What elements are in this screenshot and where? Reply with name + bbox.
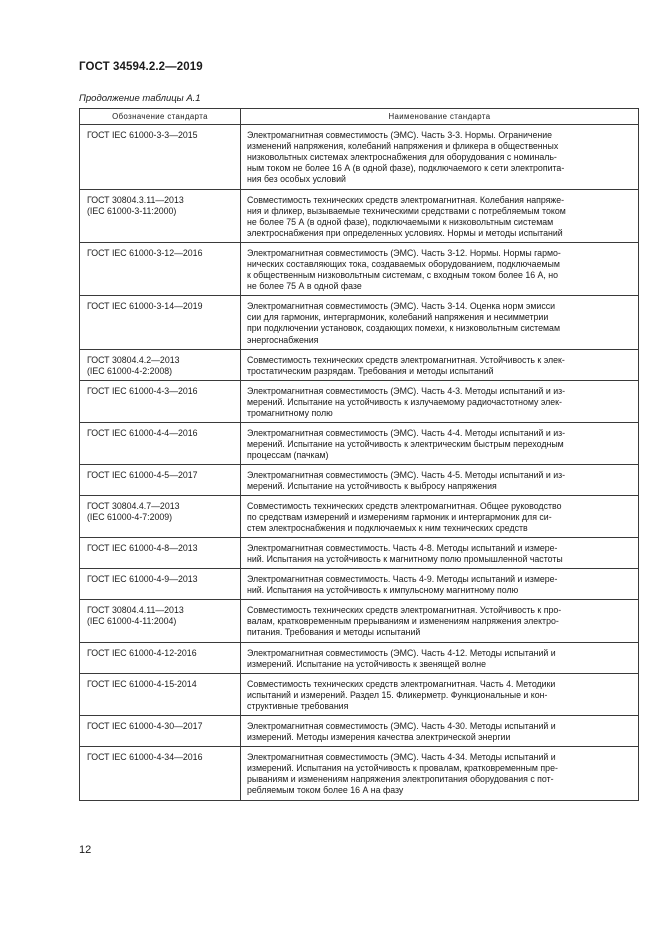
name-line: Электромагнитная совместимость (ЭМС). Часть 4-12. Методы испытаний и xyxy=(247,647,556,658)
name-line: стем электроснабжения и подключаемых к ним технических средств xyxy=(247,523,528,534)
name-line: питания. Требования и методы испытаний xyxy=(247,627,421,638)
table-row xyxy=(80,349,639,380)
name-line: низковольтных системах электроснабжения для оборудования с номиналь- xyxy=(247,152,557,163)
name-line: энергоснабжения xyxy=(247,334,319,345)
table-row xyxy=(80,600,639,642)
table-row xyxy=(80,243,639,296)
table-row xyxy=(80,496,639,538)
name-line: рываниям и изменениям напряжения электропитания оборудования с пот- xyxy=(247,773,554,784)
name-line: не более 75 А в одной фазе xyxy=(247,281,362,292)
standard-name xyxy=(241,642,639,673)
name-line: изменений напряжения, колебаний напряжения и фликера в общественных xyxy=(247,141,559,152)
column-header-designation: Обозначение стандарта xyxy=(80,109,241,125)
name-line: тростатическим разрядам. Требования и методы испытаний xyxy=(247,365,494,376)
standard-designation xyxy=(80,190,241,243)
standard-name xyxy=(241,673,639,715)
name-line: Электромагнитная совместимость (ЭМС). Часть 4-3. Методы испытаний и из- xyxy=(247,385,566,396)
name-line: мерений. Испытание на устойчивость к электрическим быстрым переходным xyxy=(247,438,564,449)
designation-line: ГОСТ IEC 61000-4-8—2013 xyxy=(87,543,198,554)
designation-line: (IEC 61000-4-7:2009) xyxy=(87,512,173,523)
standard-name xyxy=(241,190,639,243)
name-line: к общественным низковольтным системам, с входным током более 16 А, но xyxy=(247,270,559,281)
standard-name xyxy=(241,538,639,569)
document-code: ГОСТ 34594.2.2—2019 xyxy=(79,61,203,73)
standard-name xyxy=(241,125,639,190)
standard-name xyxy=(241,600,639,642)
name-line: Совместимость технических средств электромагнитная. Колебания напряже- xyxy=(247,195,565,205)
name-line: Электромагнитная совместимость. Часть 4-8. Методы испытаний и измере- xyxy=(247,543,558,554)
name-line: Электромагнитная совместимость (ЭМС). Часть 3-14. Оценка норм эмисси xyxy=(247,301,556,312)
designation-line: ГОСТ 30804.4.7—2013 xyxy=(87,501,180,512)
standard-designation xyxy=(80,296,241,349)
standard-name xyxy=(241,296,639,349)
standard-designation xyxy=(80,422,241,464)
name-line: Совместимость технических средств электромагнитная. Часть 4. Методики xyxy=(247,678,556,689)
name-line: не более 75 А (в одной фазе), подключаемыми к низковольтным системам xyxy=(247,217,554,228)
name-line: мерений. Испытание на устойчивость к излучаемому радиочастотному элек- xyxy=(247,396,562,407)
designation-line: ГОСТ 30804.4.11—2013 xyxy=(87,605,184,616)
standard-name xyxy=(241,746,639,800)
name-line: Электромагнитная совместимость (ЭМС). Часть 4-5. Методы испытаний и из- xyxy=(247,469,566,480)
name-line: сии для гармоник, интергармоник, колебаний напряжения и несимметрии xyxy=(247,312,549,323)
standard-designation xyxy=(80,538,241,569)
designation-line: ГОСТ IEC 61000-4-30—2017 xyxy=(87,720,203,731)
standard-designation xyxy=(80,496,241,538)
designation-line: ГОСТ IEC 61000-4-9—2013 xyxy=(87,574,198,585)
name-line: Совместимость технических средств электромагнитная. Общее руководство xyxy=(247,501,562,512)
standard-designation xyxy=(80,349,241,380)
name-line: Электромагнитная совместимость (ЭМС). Часть 4-30. Методы испытаний и xyxy=(247,720,556,731)
designation-line: ГОСТ IEC 61000-3-12—2016 xyxy=(87,248,203,259)
table-row xyxy=(80,125,639,190)
standard-designation xyxy=(80,673,241,715)
designation-line: ГОСТ IEC 61000-4-4—2016 xyxy=(87,427,198,438)
table-row xyxy=(80,642,639,673)
standard-name xyxy=(241,496,639,538)
name-line: ным током не более 16 А (в одной фазе), подключаемого к сети электропита- xyxy=(247,163,565,174)
name-line: при подключении установок, создающих помехи, к низковольтным системам xyxy=(247,323,560,334)
designation-line: (IEC 61000-4-11:2004) xyxy=(87,616,177,627)
name-line: Электромагнитная совместимость (ЭМС). Часть 4-4. Методы испытаний и из- xyxy=(247,427,566,438)
designation-line: (IEC 61000-4-2:2008) xyxy=(87,365,173,376)
designation-line: ГОСТ IEC 61000-3-14—2019 xyxy=(87,301,203,312)
name-line: валам, кратковременным прерываниям и изменениям напряжения электро- xyxy=(247,616,559,627)
name-line: электроснабжения при определенных условиях. Нормы и методы испытаний xyxy=(247,228,563,239)
standard-designation xyxy=(80,600,241,642)
table-row xyxy=(80,422,639,464)
table-caption: Продолжение таблицы А.1 xyxy=(79,93,201,104)
designation-line: ГОСТ IEC 61000-3-3—2015 xyxy=(87,130,198,140)
name-line: ребляемым током более 16 А на фазу xyxy=(247,784,404,795)
table-row xyxy=(80,380,639,422)
name-line: по средствам измерений и измерениям гармоник и интергармоник для си- xyxy=(247,512,552,523)
name-line: Совместимость технических средств электромагнитная. Устойчивость к про- xyxy=(247,605,562,616)
name-line: Электромагнитная совместимость (ЭМС). Часть 3-3. Нормы. Ограничение xyxy=(247,130,553,140)
table-row xyxy=(80,569,639,600)
standard-designation xyxy=(80,380,241,422)
designation-line: ГОСТ IEC 61000-4-3—2016 xyxy=(87,385,198,396)
standard-designation xyxy=(80,569,241,600)
standard-designation xyxy=(80,464,241,495)
name-line: Электромагнитная совместимость (ЭМС). Часть 4-34. Методы испытаний и xyxy=(247,751,556,762)
name-line: Электромагнитная совместимость. Часть 4-9. Методы испытаний и измере- xyxy=(247,574,558,585)
table-row xyxy=(80,715,639,746)
standard-name xyxy=(241,569,639,600)
name-line: ний. Испытания на устойчивость к импульсному магнитному полю xyxy=(247,585,519,596)
standard-name xyxy=(241,380,639,422)
table-row xyxy=(80,673,639,715)
standard-name xyxy=(241,715,639,746)
name-line: процессам (пачкам) xyxy=(247,449,329,460)
name-line: Совместимость технических средств электромагнитная. Устойчивость к элек- xyxy=(247,354,565,365)
page-number: 12 xyxy=(79,844,92,856)
table-row xyxy=(80,746,639,800)
designation-line: ГОСТ IEC 61000-4-15-2014 xyxy=(87,678,197,689)
name-line: ния и фликер, вызываемые техническими средствами с потребляемым током xyxy=(247,206,566,217)
standard-name xyxy=(241,349,639,380)
designation-line: ГОСТ IEC 61000-4-34—2016 xyxy=(87,751,203,762)
table-row xyxy=(80,190,639,243)
name-line: ния без особых условий xyxy=(247,174,346,185)
name-line: ний. Испытания на устойчивость к магнитному полю промышленной частоты xyxy=(247,554,563,565)
standard-designation xyxy=(80,746,241,800)
name-line: измерений. Испытание на устойчивость к звенящей волне xyxy=(247,658,486,669)
standard-designation xyxy=(80,642,241,673)
designation-line: ГОСТ 30804.3.11—2013 xyxy=(87,195,184,205)
table-row xyxy=(80,538,639,569)
name-line: мерений. Испытание на устойчивость к выбросу напряжения xyxy=(247,480,497,491)
designation-line: (IEC 61000-3-11:2000) xyxy=(87,206,177,216)
name-line: структивные требования xyxy=(247,700,349,711)
name-line: нических составляющих тока, создаваемых оборудованием, подключаемым xyxy=(247,259,560,270)
name-line: тромагнитному полю xyxy=(247,407,333,418)
designation-line: ГОСТ IEC 61000-4-12-2016 xyxy=(87,647,197,658)
designation-line: ГОСТ 30804.4.2—2013 xyxy=(87,354,180,365)
column-header-name: Наименование стандарта xyxy=(241,109,639,125)
name-line: измерений. Методы измерения качества электрической энергии xyxy=(247,731,511,742)
standards-table xyxy=(79,108,639,801)
standard-designation xyxy=(80,125,241,190)
standard-name xyxy=(241,464,639,495)
standard-designation xyxy=(80,243,241,296)
table-row xyxy=(80,296,639,349)
standard-designation xyxy=(80,715,241,746)
table-row xyxy=(80,464,639,495)
table-header-row xyxy=(80,109,639,125)
name-line: измерений. Испытания на устойчивость к провалам, кратковременным пре- xyxy=(247,762,558,773)
name-line: испытаний и измерений. Раздел 15. Фликерметр. Функциональные и кон- xyxy=(247,689,548,700)
name-line: Электромагнитная совместимость (ЭМС). Часть 3-12. Нормы. Нормы гармо- xyxy=(247,248,561,259)
standard-name xyxy=(241,243,639,296)
designation-line: ГОСТ IEC 61000-4-5—2017 xyxy=(87,469,198,480)
standard-name xyxy=(241,422,639,464)
